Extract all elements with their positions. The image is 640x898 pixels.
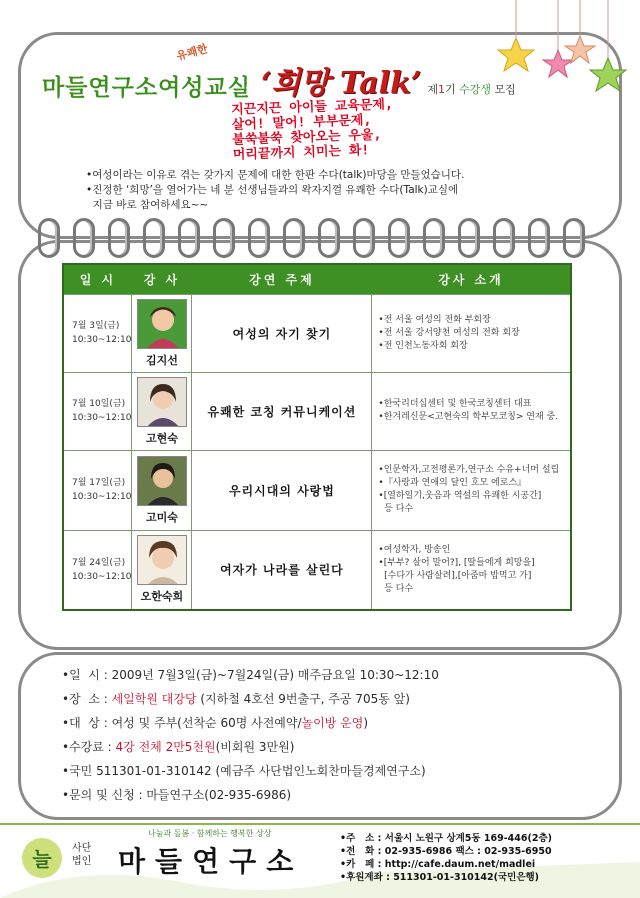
info-fee: •수강료 : 4강 전체 2만5천원(비회원 3만원) bbox=[62, 740, 295, 754]
title-tag: 유쾌한 bbox=[174, 42, 210, 63]
lecturer-photo bbox=[137, 456, 187, 506]
binder-rings bbox=[38, 218, 585, 258]
title-talk: ‘희망 Talk’ bbox=[260, 66, 422, 101]
table-row: 7월 3일(금) 10:30~12:10 김지선 여성의 자기 찾기 •전 서울 여성의 전화 부회장 •전 서울 강서양천 여성의 전화 회장 •전 인천노동자회 회장 bbox=[63, 294, 571, 372]
lecturer-photo bbox=[137, 377, 187, 427]
info-target: •대 상 : 여성 및 주부(선착순 60명 사전예약/놀이방 운영) bbox=[62, 716, 368, 730]
org-name: 마들연구소 bbox=[118, 845, 304, 878]
lecturer-photo bbox=[137, 535, 187, 585]
title-sub: 제1기 수강생 모집 bbox=[427, 83, 516, 96]
table-header: 일 시 강 사 강연 주제 강사 소개 bbox=[63, 264, 571, 294]
svg-text:늘: 늘 bbox=[32, 847, 52, 871]
info-contact: •문의 및 신청 : 마들연구소(02-935-6986) bbox=[62, 788, 292, 802]
info-place: •장 소 : 세일학원 대강당 (지하철 4호선 9번출구, 주공 705동 앞) bbox=[62, 692, 410, 706]
title-left: 마들연구소 bbox=[42, 75, 159, 101]
org-contact: •주 소 : 서울시 노원구 상계5동 169-446(2층) •전 화 : 02-935-6986 팩스 : 02-935-6950 •카 페 : http://cafe.daum.net/madlei •후원계좌 : 511301-01-310142(국민은행) bbox=[340, 833, 552, 883]
table-row: 7월 24일(금) 10:30~12:10 오한숙희 여자가 나라를 살린다 •여성학자, 방송인 •[부부? 살어 말어?], [딸들에게 희망을] [수다가 사람살려],[아줌마 밥먹고 가] 등 다수 bbox=[63, 530, 571, 610]
table-row: 7월 10일(금) 10:30~12:10 고현숙 유쾌한 코칭 커뮤니케이션 •한국리더십센터 및 한국코칭센터 대표 •한겨레신문<고현숙의 학부모코칭> 연재 중. bbox=[63, 372, 571, 450]
star-icon bbox=[590, 58, 626, 91]
info-date: •일 시 : 2009년 7월3일(금)~7월24일(금) 매주금요일 10:30~12:10 bbox=[62, 668, 439, 682]
star-icon bbox=[543, 50, 573, 77]
lecturer-photo bbox=[137, 299, 187, 349]
intro-text: •여성이라는 이유로 겪는 갖가지 문제에 대한 한판 수다(talk)마당을 만들었습니다. •진정한 ‘희망’을 열어가는 네 분 선생님들과의 왁자지껄 유쾌한 수다(Talk)교실에 지금 바로 참여하세요~~ bbox=[86, 169, 465, 211]
info-account: •국민 511301-01-310142 (예금주 사단법인노회찬마들경제연구소) bbox=[62, 764, 426, 778]
star-icon bbox=[565, 36, 595, 63]
org-type: 사단 법인 bbox=[72, 843, 92, 867]
org-logo-icon bbox=[22, 838, 62, 878]
slogan: 지끈지끈 아이들 교육문제, 살어! 말어! 부부문제, 불쑥불쑥 찾아오는 우울, 머리끝까지 치미는 화! bbox=[231, 97, 394, 163]
poster-title bbox=[42, 42, 516, 102]
footer-tagline: 나눔과 돌봄 · 함께하는 행복한 상상 bbox=[148, 829, 272, 838]
schedule-table bbox=[62, 263, 572, 611]
title-right: 여성교실 bbox=[158, 75, 251, 101]
table-row: 7월 17일(금) 10:30~12:10 고미숙 우리시대의 사랑법 •인문학자,고전평론가,연구소 수유+너머 설립 •『사랑과 연애의 달인 호모 에로스』 •[열하일기,웃음과 역설의 유쾌한 시공간] 등 다수 bbox=[63, 450, 571, 530]
event-info bbox=[62, 663, 602, 807]
